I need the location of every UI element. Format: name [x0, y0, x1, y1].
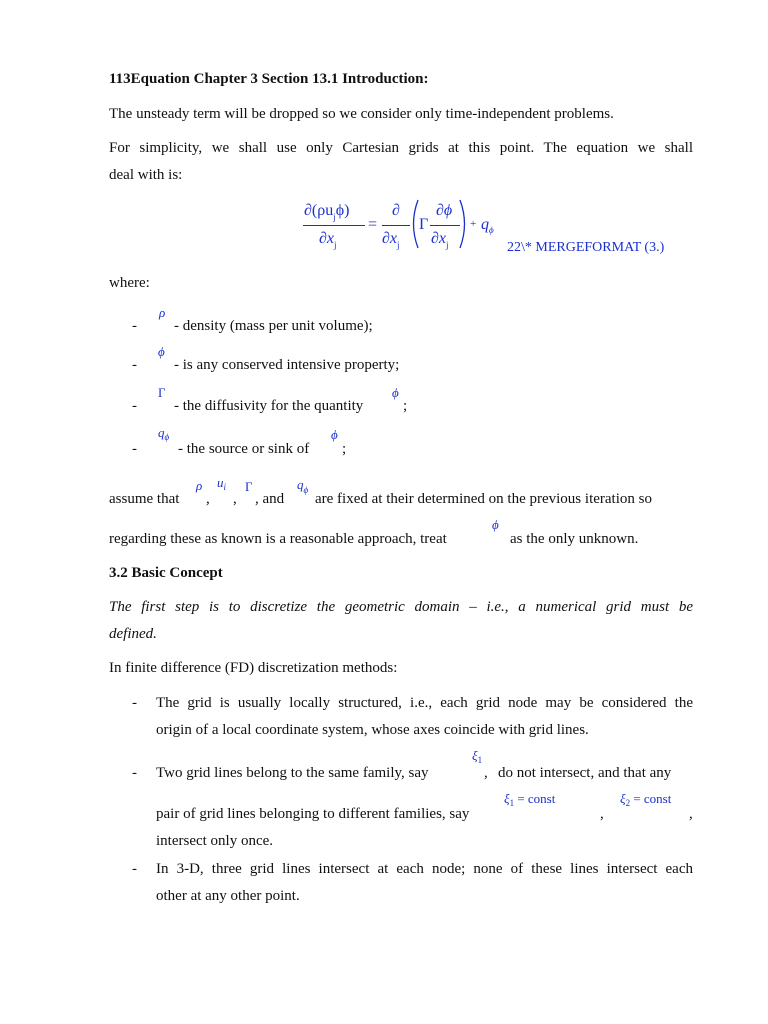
- eq-inner-denominator: [431, 230, 449, 248]
- eq-sub-j: j: [446, 240, 449, 250]
- equation-tag: 22\* MERGEFORMAT (3.): [507, 240, 665, 255]
- list-dash: -: [132, 695, 137, 711]
- symbol-sub-i: i: [223, 482, 227, 492]
- symbol-phi: ϕ: [392, 385, 399, 400]
- regarding-rest: as the only unknown.: [510, 531, 639, 547]
- fd-intro: In finite difference (FD) discretization methods:: [109, 660, 398, 676]
- section-heading-basic-concept: 3.2 Basic Concept: [109, 565, 223, 581]
- grid-item-2-line1a: Two grid lines belong to the same family, say: [156, 765, 429, 781]
- symbol-xi-1: [472, 748, 482, 764]
- eq-lhs-fraction-bar: [303, 225, 365, 226]
- symbol-phi: ϕ: [492, 517, 499, 532]
- italic-line1: [109, 598, 693, 616]
- grid-item-2-line3: intersect only once.: [156, 833, 274, 849]
- eq-lhs-denominator: [319, 230, 337, 248]
- eq-partial: ∂: [431, 230, 439, 247]
- symbol-sub-phi: ϕ: [164, 432, 170, 442]
- list-dash: -: [132, 318, 137, 334]
- symbol-eq-const: = const: [633, 791, 672, 806]
- italic-line2: defined.: [109, 626, 157, 642]
- comma: ,: [600, 806, 604, 822]
- eq-q: q: [481, 216, 489, 233]
- regarding-lead: regarding these as known is a reasonable approach, treat: [109, 531, 447, 547]
- grid-item-2-line1b: do not intersect, and that any: [498, 765, 672, 781]
- list-item-diffusivity: - the diffusivity for the quantity: [174, 398, 364, 414]
- symbol-xi-2-const: [620, 791, 671, 807]
- eq-inner-numerator: [436, 202, 452, 220]
- list-dash: -: [132, 441, 137, 457]
- paragraph-cartesian-line1: [109, 139, 693, 157]
- assume-lead: assume that: [109, 491, 180, 507]
- symbol-u-i: [217, 475, 226, 491]
- grid-item-1-line2: origin of a local coordinate system, whose axes coincide with grid lines.: [156, 722, 589, 738]
- symbol-q-phi: [158, 425, 169, 441]
- assume-rest: are fixed at their determined on the previous iteration so: [315, 491, 652, 507]
- symbol-rho: ρ: [196, 478, 203, 493]
- comma: ,: [233, 491, 237, 507]
- symbol-xi: ξ: [620, 791, 626, 806]
- eq-rhs-numerator: ∂: [392, 202, 400, 219]
- list-item-source: - the source or sink of: [178, 441, 310, 457]
- assume-and: , and: [255, 491, 285, 507]
- symbol-xi-1-const: [504, 791, 555, 807]
- symbol-sub-1: 1: [477, 755, 483, 765]
- list-dash: -: [132, 861, 137, 877]
- eq-partial: ∂: [319, 230, 327, 247]
- eq-x: x: [326, 230, 335, 247]
- list-dash: -: [132, 357, 137, 373]
- symbol-gamma: Γ: [158, 385, 166, 400]
- symbol-rho: ρ: [159, 305, 166, 320]
- symbol-sub-phi: ϕ: [303, 485, 309, 495]
- list-dash: -: [132, 765, 137, 781]
- eq-lhs-numerator: [304, 202, 349, 220]
- eq-partial: ∂: [382, 230, 390, 247]
- symbol-q: q: [158, 425, 165, 440]
- symbol-phi: ϕ: [331, 427, 338, 442]
- grid-item-3-line2: other at any other point.: [156, 888, 300, 904]
- eq-sub-j: j: [397, 240, 400, 250]
- symbol-u: u: [217, 475, 224, 490]
- eq-sub-phi: ϕ: [489, 225, 494, 235]
- symbol-xi: ξ: [472, 748, 478, 763]
- grid-item-1-line1: [156, 694, 693, 712]
- symbol-sub-2: 2: [625, 798, 631, 808]
- section-heading: 113Equation Chapter 3 Section 13.1 Introduction:: [109, 71, 429, 87]
- eq-lhs-num-text: ∂(ρu: [304, 202, 334, 219]
- symbol-q-phi: [297, 477, 308, 493]
- symbol-q: q: [297, 477, 304, 492]
- eq-x: x: [438, 230, 447, 247]
- eq-rhs-fraction-bar: [382, 225, 410, 226]
- grid-item-text: The grid is usually locally structured, i.e., each grid node may be considered the: [156, 695, 693, 711]
- grid-item-2-line2a: pair of grid lines belonging to different families, say: [156, 806, 470, 822]
- symbol-gamma: Γ: [245, 479, 253, 494]
- comma: ,: [689, 806, 693, 822]
- eq-equals: =: [368, 216, 378, 233]
- symbol-eq-const: = const: [517, 791, 556, 806]
- eq-inner-fraction-bar: [430, 225, 460, 226]
- symbol-xi: ξ: [504, 791, 510, 806]
- eq-x: x: [389, 230, 398, 247]
- eq-right-paren: [458, 198, 470, 250]
- eq-gamma: Γ: [419, 216, 429, 233]
- eq-rhs-denominator: [382, 230, 400, 248]
- eq-sub-j: j: [333, 212, 336, 222]
- paragraph-cartesian-line2: deal with is:: [109, 167, 183, 183]
- italic-text: The first step is to discretize the geometric domain – i.e., a numerical grid must be: [109, 599, 693, 615]
- paragraph-text: For simplicity, we shall use only Cartesian grids at this point. The equation we shall: [109, 140, 693, 156]
- eq-source-term: [481, 216, 494, 234]
- paragraph-unsteady: The unsteady term will be dropped so we consider only time-independent problems.: [109, 106, 614, 122]
- grid-item-text: In 3-D, three grid lines intersect at each node; none of these lines intersect each: [156, 861, 693, 877]
- comma: ,: [484, 765, 488, 781]
- eq-plus: +: [470, 218, 477, 230]
- comma: ,: [206, 491, 210, 507]
- grid-item-3-line1: [156, 860, 693, 878]
- eq-lhs-num-tail: ϕ): [335, 202, 350, 219]
- list-item-tail: ;: [342, 441, 347, 457]
- eq-partial: ∂: [436, 202, 444, 219]
- list-dash: -: [132, 398, 137, 414]
- list-item-property: - is any conserved intensive property;: [174, 357, 400, 373]
- eq-phi: ϕ: [443, 202, 453, 219]
- symbol-phi: ϕ: [158, 344, 165, 359]
- list-item-density: - density (mass per unit volume);: [174, 318, 373, 334]
- symbol-sub-1: 1: [509, 798, 515, 808]
- eq-sub-j: j: [334, 240, 337, 250]
- list-item-tail: ;: [403, 398, 408, 414]
- where-label: where:: [109, 275, 150, 291]
